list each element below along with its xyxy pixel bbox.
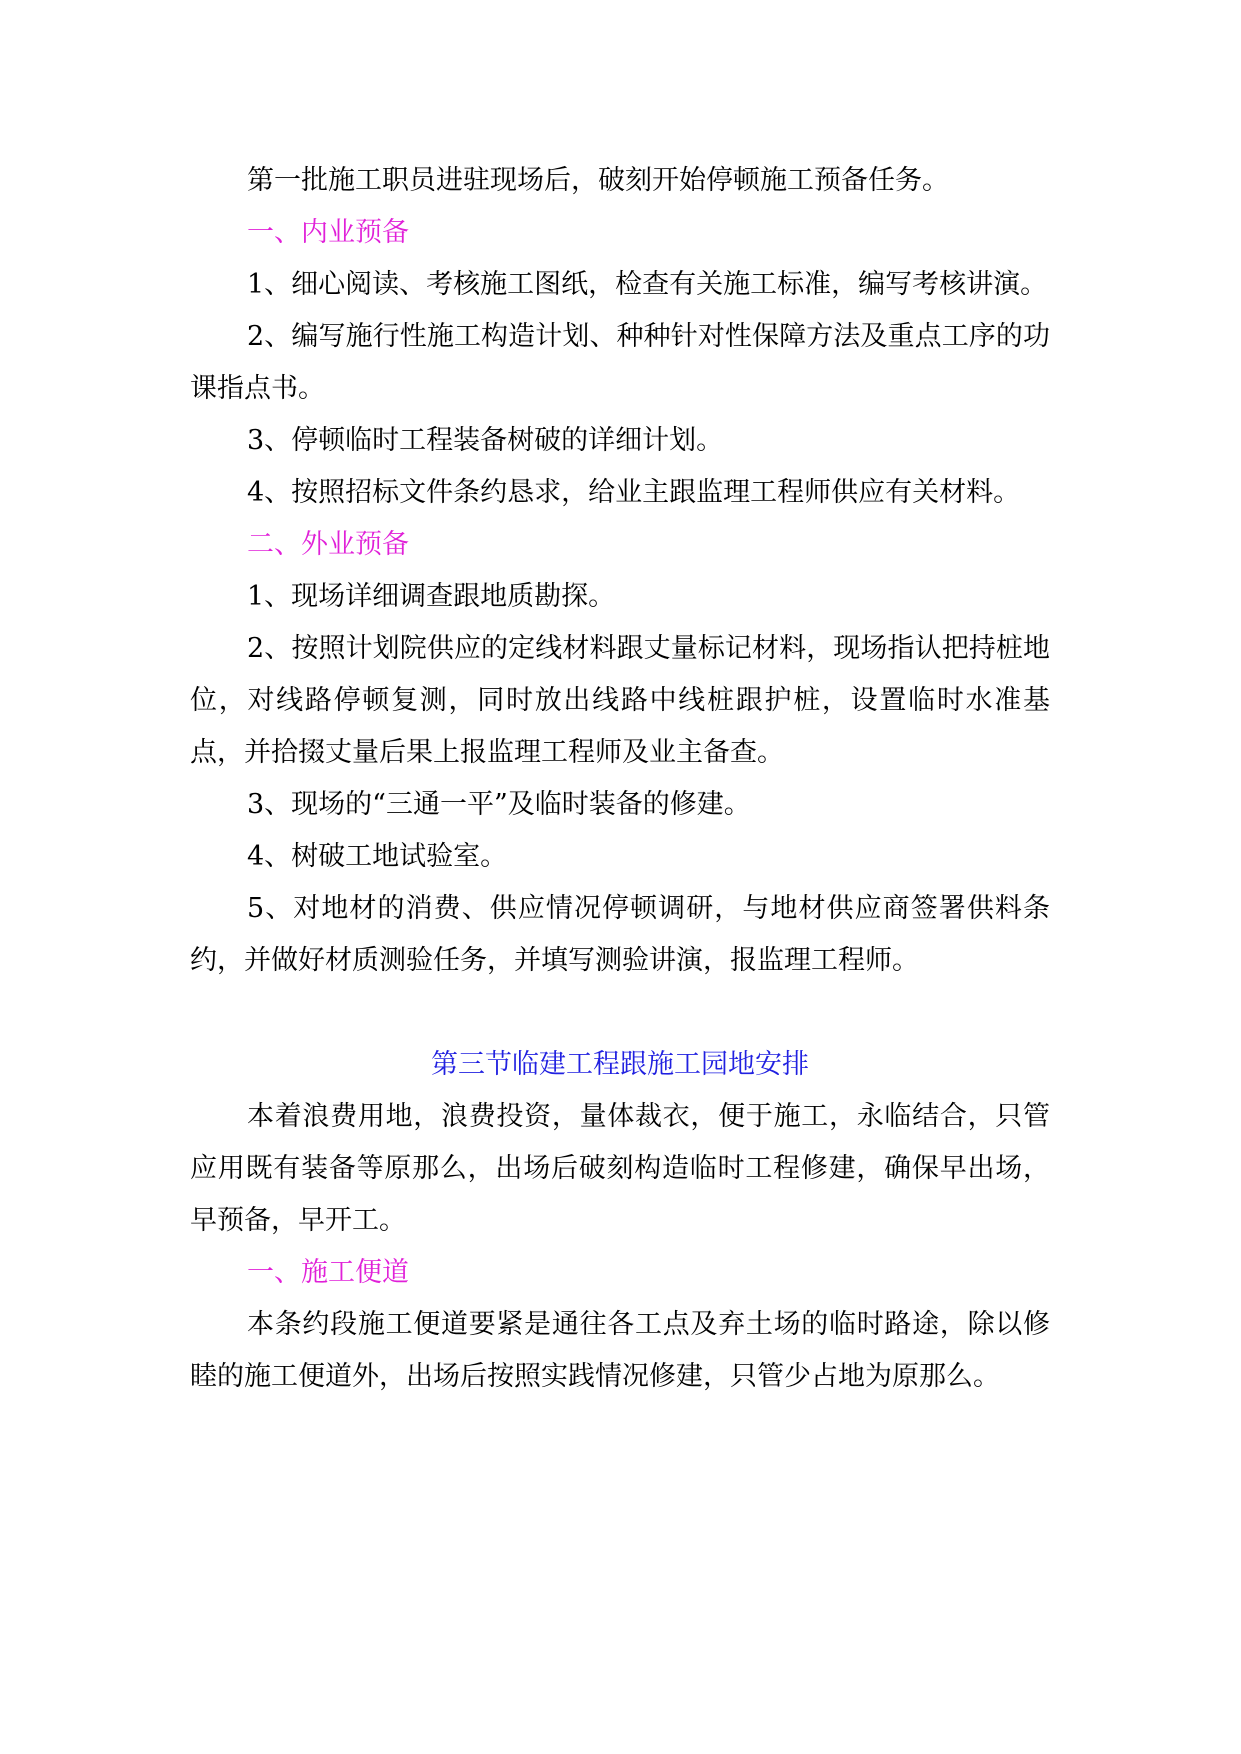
list-item: 1、细心阅读、考核施工图纸，检查有关施工标准，编写考核讲演。 [247,269,1048,300]
list-item: 3、停顿临时工程装备树破的详细计划。 [247,425,724,456]
access-road-heading: 一、施工便道 [247,1257,409,1288]
document-body [190,155,1050,1403]
section-title: 第三节临建工程跟施工园地安排 [431,1049,809,1080]
internal-prep-heading: 一、内业预备 [247,217,409,248]
access-road-paragraph: 本条约段施工便道要紧是通往各工点及弃土场的临时路途，除以修睦的施工便道外，出场后按照实践情况修建，只管少占地为原那么。 [190,1309,1050,1392]
list-item: 5、对地材的消费、供应情况停顿调研，与地材供应商签署供料条约，并做好材质测验任务，并填写测验讲演，报监理工程师。 [190,893,1050,976]
section-intro-paragraph: 本着浪费用地，浪费投资，量体裁衣，便于施工，永临结合，只管应用既有装备等原那么，出场后破刻构造临时工程修建，确保早出场，早预备，早开工。 [190,1101,1050,1236]
list-item: 2、编写施行性施工构造计划、种种针对性保障方法及重点工序的功课指点书。 [190,321,1050,404]
list-item: 4、树破工地试验室。 [247,841,508,872]
list-item: 2、按照计划院供应的定线材料跟丈量标记材料，现场指认把持桩地位，对线路停顿复测，同时放出线路中线桩跟护桩，设置临时水准基点，并拾掇丈量后果上报监理工程师及业主备查。 [190,633,1050,768]
list-item: 4、按照招标文件条约恳求，给业主跟监理工程师供应有关材料。 [247,477,1021,508]
list-item: 1、现场详细调查跟地质勘探。 [247,581,616,612]
field-prep-heading: 二、外业预备 [247,529,409,560]
intro-paragraph: 第一批施工职员进驻现场后，破刻开始停顿施工预备任务。 [247,165,949,196]
list-item: 3、现场的“三通一平”及临时装备的修建。 [247,789,751,820]
